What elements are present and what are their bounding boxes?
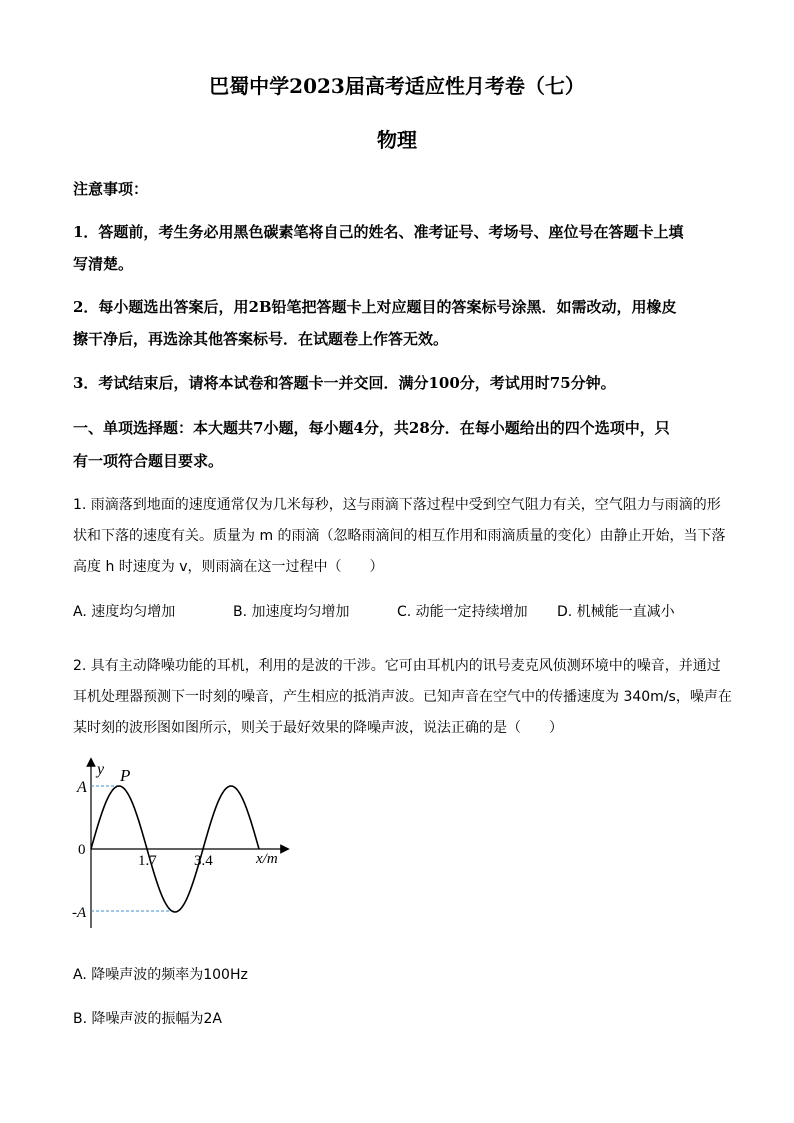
question-1-line-3: 高度 h 时速度为 v，则雨滴在这一过程中（ ） — [73, 559, 384, 575]
question-2-option-b: B. 降噪声波的振幅为2A — [73, 1011, 222, 1027]
x-axis-label: x/m — [256, 851, 278, 867]
notice-heading: 注意事项： — [73, 180, 149, 198]
question-1-option-b: B. 加速度均匀增加 — [233, 604, 350, 620]
notice-item-1-line-2: 写清楚。 — [73, 255, 134, 273]
notice-item-3: 3．考试结束后，请将本试卷和答题卡一并交回．满分100分，考试用时75分钟。 — [73, 374, 616, 392]
x-tick-1-7: 1.7 — [138, 853, 157, 869]
notice-item-1-line-1: 1．答题前，考生务必用黑色碳素笔将自己的姓名、准考证号、考场号、座位号在答题卡上填 — [73, 223, 684, 241]
peak-label: P — [120, 766, 131, 785]
question-1-option-c: C. 动能一定持续增加 — [397, 604, 528, 620]
subject-title: 物理 — [377, 128, 417, 152]
question-2-line-3: 某时刻的波形图如图所示，则关于最好效果的降噪声波，说法正确的是（ ） — [73, 720, 563, 736]
section-1-line-1: 一、单项选择题：本大题共7小题，每小题4分，共28分．在每小题给出的四个选项中，只 — [73, 419, 670, 437]
page-title: 巴蜀中学2023届高考适应性月考卷（七） — [209, 74, 585, 98]
notice-item-2-line-2: 擦干净后，再选涂其他答案标号．在试题卷上作答无效。 — [73, 330, 449, 348]
y-tick-zero: 0 — [78, 842, 86, 858]
question-2-line-2: 耳机处理器预测下一时刻的噪音，产生相应的抵消声波。已知声音在空气中的传播速度为 340m/s，噪声在 — [73, 689, 732, 705]
question-1-line-1: 1. 雨滴落到地面的速度通常仅为几米每秒，这与雨滴下落过程中受到空气阻力有关，空气阻力与雨滴的形 — [73, 497, 721, 513]
y-tick-neg-a: -A — [72, 905, 87, 921]
question-2-option-a: A. 降噪声波的频率为100Hz — [73, 967, 248, 983]
question-1-line-2: 状和下落的速度有关。质量为 m 的雨滴（忽略雨滴间的相互作用和雨滴质量的变化）由静止开始，当下落 — [73, 528, 726, 544]
wave-graph — [60, 750, 320, 940]
question-1-option-d: D. 机械能一直减小 — [557, 604, 675, 620]
question-2-line-1: 2. 具有主动降噪功能的耳机，利用的是波的干涉。它可由耳机内的讯号麦克风侦测环境中的噪音，并通过 — [73, 658, 721, 674]
notice-item-2-line-1: 2．每小题选出答案后，用2B铅笔把答题卡上对应题目的答案标号涂黑．如需改动，用橡皮 — [73, 298, 677, 316]
section-1-line-2: 有一项符合题目要求。 — [73, 452, 224, 470]
y-tick-a: A — [77, 779, 87, 796]
x-tick-3-4: 3.4 — [194, 853, 213, 869]
question-1-option-a: A. 速度均匀增加 — [73, 604, 176, 620]
y-axis-label: y — [97, 761, 105, 778]
